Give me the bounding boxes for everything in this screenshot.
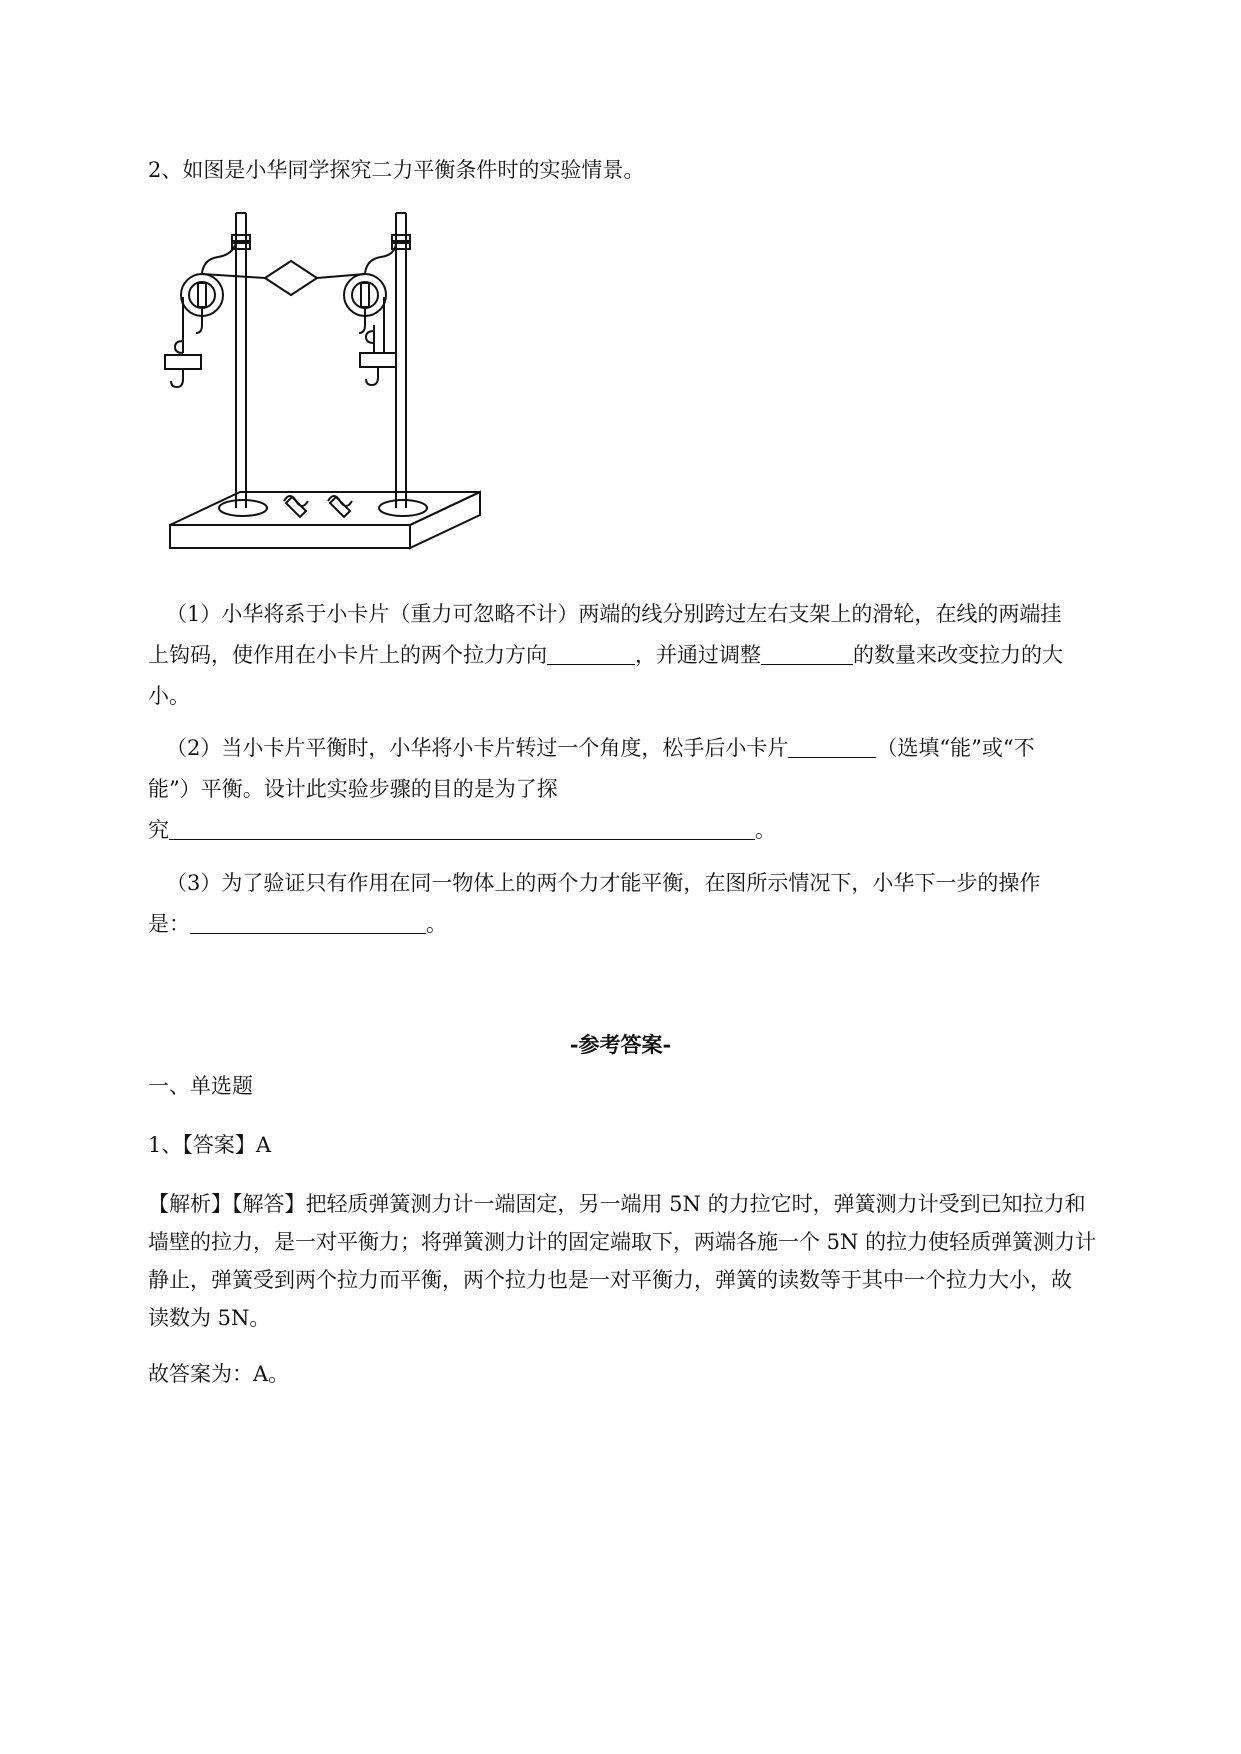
analysis-line-4: 读数为 5N。	[148, 1306, 271, 1330]
question-intro: 2、如图是小华同学探究二力平衡条件时的实验情景。	[148, 158, 645, 182]
analysis-line-1: 【解析】【解答】把轻质弹簧测力计一端固定，另一端用 5N 的力拉它时，弹簧测力计受到已知拉力和	[148, 1192, 1086, 1216]
analysis-line-3: 静止，弹簧受到两个拉力而平衡，两个拉力也是一对平衡力，弹簧的读数等于其中一个拉力大小，故	[148, 1268, 1072, 1292]
apparatus-figure	[160, 205, 520, 565]
part1-line3: 小。	[148, 684, 190, 708]
part3-line1: （3）为了验证只有作用在同一物体上的两个力才能平衡，在图所示情况下，小华下一步的操作	[166, 871, 1041, 895]
part2-line3	[148, 810, 1148, 851]
part2-text-b: （选填“能”或“不	[876, 736, 1035, 760]
part1-text-c: 的数量来改变拉力的大	[853, 643, 1063, 667]
answer-item-1: 1、【答案】A	[148, 1133, 272, 1157]
part1-line1: （1）小华将系于小卡片（重力可忽略不计）两端的线分别跨过左右支架上的滑轮，在线的两端挂	[166, 602, 1062, 626]
blank-can-balance[interactable]	[788, 733, 876, 758]
right-weight	[360, 325, 396, 385]
part2-text-d: 。	[755, 818, 776, 842]
card-and-strings	[183, 261, 384, 353]
part3-line2	[148, 904, 1148, 945]
part3-text-a: 是：	[148, 912, 190, 936]
part1-text-b: ，并通过调整	[635, 643, 761, 667]
final-answer: 故答案为：A。	[148, 1362, 290, 1386]
part2-line2: 能”）平衡。设计此实验步骤的目的是为了探	[148, 777, 558, 801]
right-pole	[392, 213, 410, 508]
blank-direction[interactable]	[547, 640, 635, 665]
blank-quantity[interactable]	[761, 640, 853, 665]
part2-text-c: 究	[148, 818, 169, 842]
left-pole	[232, 213, 250, 508]
answers-heading: -参考答案-	[569, 1032, 672, 1057]
blank-purpose[interactable]	[169, 815, 755, 840]
blank-next-step[interactable]	[190, 909, 426, 934]
part1-line2	[148, 635, 1148, 676]
analysis-line-2: 墙壁的拉力，是一对平衡力；将弹簧测力计的固定端取下，两端各施一个 5N 的拉力使轻质弹簧测力计	[148, 1230, 1097, 1254]
part1-text-a: 上钩码，使作用在小卡片上的两个拉力方向	[148, 643, 547, 667]
section-title: 一、单选题	[148, 1074, 253, 1098]
base-board	[170, 492, 480, 548]
part2-text-a: （2）当小卡片平衡时，小华将小卡片转过一个角度，松手后小卡片	[166, 736, 789, 760]
part2-line1	[148, 728, 1148, 769]
right-pulley	[344, 243, 396, 333]
left-pulley	[181, 243, 236, 333]
part3-text-b: 。	[426, 912, 447, 936]
